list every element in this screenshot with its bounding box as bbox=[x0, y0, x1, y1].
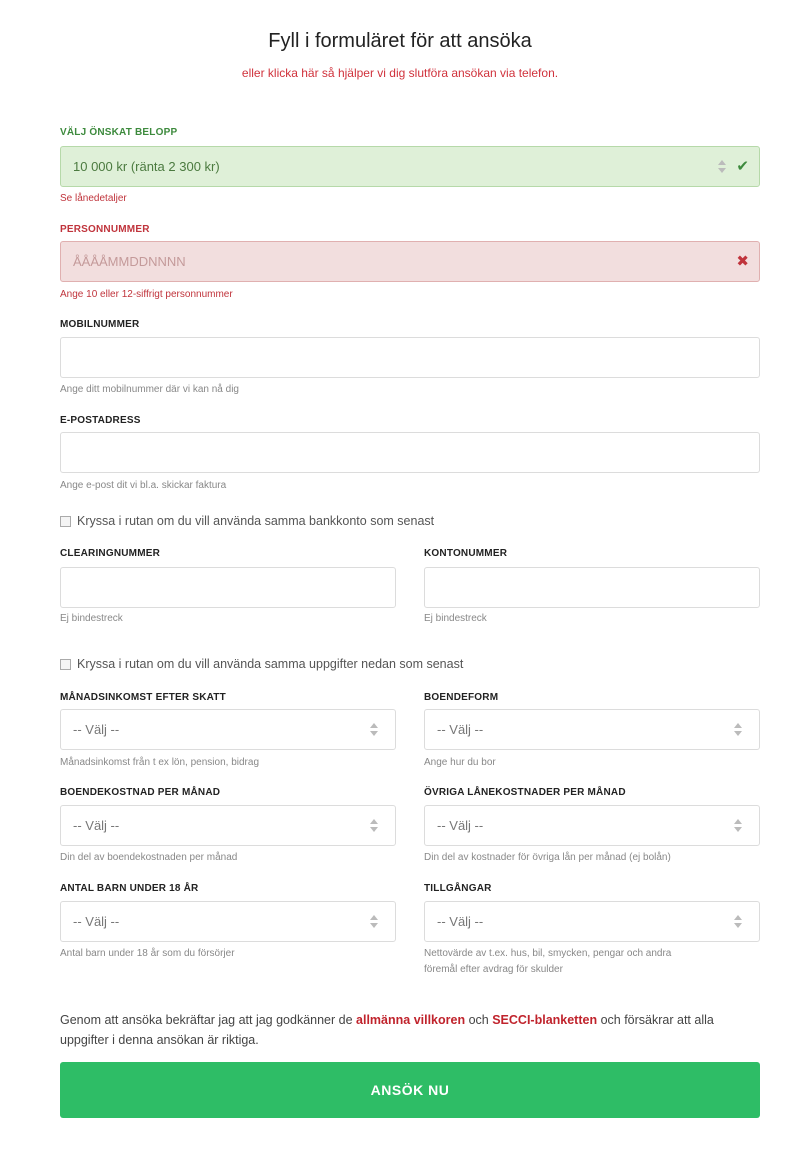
housing-select[interactable] bbox=[424, 709, 760, 750]
select-arrows-icon bbox=[733, 913, 743, 931]
children-help: Antal barn under 18 år som du försörjer bbox=[60, 948, 235, 959]
phone-help-link[interactable]: eller klicka här så hjälper vi dig slutföra ansökan via telefon. bbox=[241, 66, 559, 80]
same-bank-checkbox[interactable] bbox=[60, 516, 71, 527]
terms-part2: och bbox=[465, 1013, 493, 1027]
error-x-icon: ✖ bbox=[736, 253, 749, 270]
account-help: Ej bindestreck bbox=[424, 613, 487, 624]
assets-help-line2: föremål efter avdrag för skulder bbox=[424, 964, 563, 975]
select-arrows-icon bbox=[733, 721, 743, 739]
select-arrows-icon bbox=[369, 817, 379, 835]
income-selected-value: -- Välj -- bbox=[73, 722, 120, 737]
terms-part3: och försäkrar att alla uppgifter i denna ansökan är riktiga. bbox=[60, 1013, 714, 1047]
personnummer-input[interactable] bbox=[61, 242, 759, 281]
email-help: Ange e-post dit vi bl.a. skickar faktura bbox=[60, 480, 227, 491]
mobile-input[interactable] bbox=[61, 338, 759, 377]
housing-label: BOENDEFORM bbox=[424, 692, 499, 703]
housing-selected-value: -- Välj -- bbox=[437, 722, 484, 737]
same-info-checkbox[interactable] bbox=[60, 659, 71, 670]
mobile-field[interactable] bbox=[60, 337, 760, 378]
clearing-help: Ej bindestreck bbox=[60, 613, 123, 624]
assets-label: TILLGÅNGAR bbox=[424, 883, 492, 894]
assets-selected-value: -- Välj -- bbox=[437, 914, 484, 929]
loan-details-link[interactable]: Se lånedetaljer bbox=[60, 193, 127, 204]
terms-text bbox=[60, 1010, 760, 1050]
income-label: MÅNADSINKOMST EFTER SKATT bbox=[60, 692, 226, 703]
mobile-label: MOBILNUMMER bbox=[60, 319, 140, 330]
income-select[interactable] bbox=[60, 709, 396, 750]
amount-selected-value: 10 000 kr (ränta 2 300 kr) bbox=[73, 159, 220, 174]
other-loans-select[interactable] bbox=[424, 805, 760, 846]
account-label: KONTONUMMER bbox=[424, 548, 508, 559]
select-arrows-icon bbox=[369, 913, 379, 931]
housing-help: Ange hur du bor bbox=[424, 757, 496, 768]
housing-cost-help: Din del av boendekostnaden per månad bbox=[60, 852, 238, 863]
clearing-field[interactable] bbox=[60, 567, 396, 608]
housing-cost-label: BOENDEKOSTNAD PER MÅNAD bbox=[60, 787, 221, 798]
other-loans-selected-value: -- Välj -- bbox=[437, 818, 484, 833]
amount-select[interactable] bbox=[60, 146, 760, 187]
assets-select[interactable] bbox=[424, 901, 760, 942]
account-input[interactable] bbox=[425, 568, 759, 607]
children-selected-value: -- Välj -- bbox=[73, 914, 120, 929]
page-title: Fyll i formuläret för att ansöka bbox=[268, 30, 532, 52]
same-info-checkbox-label: Kryssa i rutan om du vill använda samma uppgifter nedan som senast bbox=[77, 657, 464, 671]
select-arrows-icon bbox=[733, 817, 743, 835]
terms-secci-link[interactable]: SECCI-blanketten bbox=[492, 1013, 598, 1027]
mobile-help: Ange ditt mobilnummer där vi kan nå dig bbox=[60, 384, 239, 395]
apply-now-button[interactable]: ANSÖK NU bbox=[60, 1062, 760, 1118]
housing-cost-selected-value: -- Välj -- bbox=[73, 818, 120, 833]
clearing-input[interactable] bbox=[61, 568, 395, 607]
same-info-checkbox-row[interactable] bbox=[60, 657, 463, 671]
email-label: E-POSTADRESS bbox=[60, 415, 141, 426]
income-help: Månadsinkomst från t ex lön, pension, bidrag bbox=[60, 757, 259, 768]
personnummer-field[interactable] bbox=[60, 241, 760, 282]
select-arrows-icon bbox=[369, 721, 379, 739]
checkmark-icon: ✔ bbox=[736, 158, 749, 175]
children-select[interactable] bbox=[60, 901, 396, 942]
clearing-label: CLEARINGNUMMER bbox=[60, 548, 161, 559]
amount-label: VÄLJ ÖNSKAT BELOPP bbox=[60, 127, 178, 138]
account-field[interactable] bbox=[424, 567, 760, 608]
children-label: ANTAL BARN UNDER 18 ÅR bbox=[60, 883, 199, 894]
other-loans-label: ÖVRIGA LÅNEKOSTNADER PER MÅNAD bbox=[424, 787, 626, 798]
other-loans-help: Din del av kostnader för övriga lån per månad (ej bolån) bbox=[424, 852, 671, 863]
personnummer-error: Ange 10 eller 12-siffrigt personnummer bbox=[60, 289, 233, 300]
same-bank-checkbox-row[interactable] bbox=[60, 514, 434, 528]
terms-general-link[interactable]: allmänna villkoren bbox=[356, 1013, 466, 1027]
terms-part1: Genom att ansöka bekräftar jag att jag godkänner de bbox=[60, 1013, 357, 1027]
housing-cost-select[interactable] bbox=[60, 805, 396, 846]
select-arrows-icon bbox=[717, 158, 727, 176]
assets-help-line1: Nettovärde av t.ex. hus, bil, smycken, pengar och andra bbox=[424, 948, 672, 959]
email-field[interactable] bbox=[60, 432, 760, 473]
email-input[interactable] bbox=[61, 433, 759, 472]
personnummer-label: PERSONNUMMER bbox=[60, 224, 150, 235]
same-bank-checkbox-label: Kryssa i rutan om du vill använda samma bankkonto som senast bbox=[77, 514, 435, 528]
